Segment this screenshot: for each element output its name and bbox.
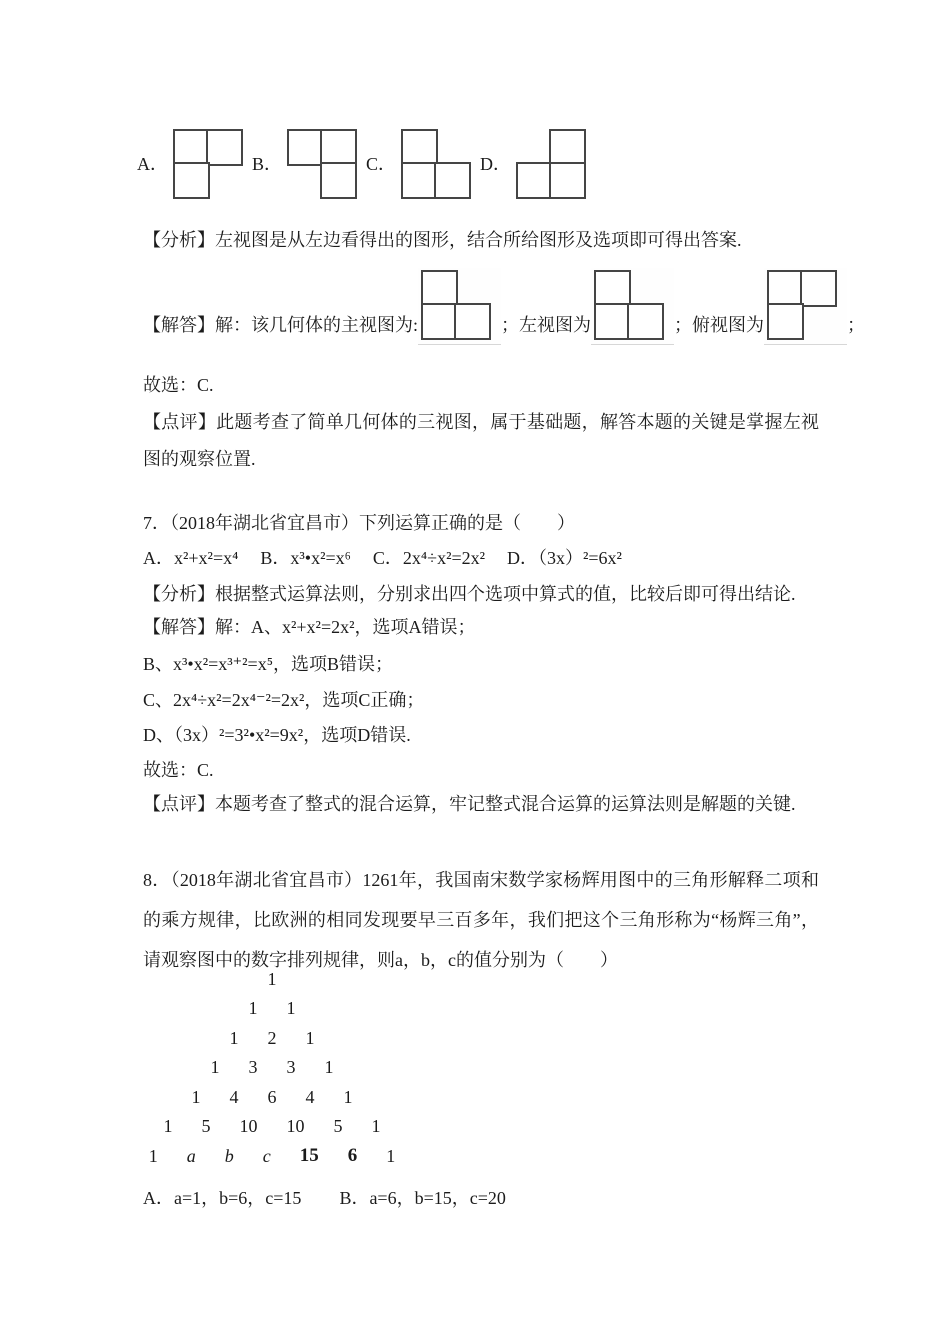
triangle-row-3 (130, 1023, 414, 1053)
q7-step-c: C、2x⁴÷x²=2x⁴⁻²=2x²，选项C正确； (143, 690, 425, 710)
q6-option-d-label: D． (480, 153, 512, 174)
tromino-cell (173, 129, 210, 166)
triangle-row-2 (130, 994, 414, 1024)
tromino-cell (800, 270, 837, 307)
triangle-cell: 1 (229, 1027, 239, 1048)
tromino-cell (594, 270, 631, 307)
tromino-cell (767, 303, 804, 340)
q7-option-a: A．x²+x²=x⁴ (143, 548, 239, 568)
q7-step-b: B、x³•x²=x³⁺²=x⁵，选项B错误； (143, 654, 393, 674)
q7-option-c: C．2x⁴÷x²=2x² (372, 548, 486, 568)
triangle-cell: 2 (267, 1027, 277, 1048)
q7-analysis-text: 【分析】根据整式运算法则，分别求出四个选项中算式的值，比较后即可得出结论. (143, 584, 796, 604)
q8-option-a: A．a=1，b=6，c=15 (143, 1188, 302, 1208)
tromino-cell (320, 129, 357, 166)
triangle-cell: 5 (201, 1116, 211, 1137)
tromino-cell (767, 270, 804, 307)
q6-conclusion-text: 故选：C. (143, 375, 214, 395)
triangle-cell: 4 (229, 1086, 239, 1107)
q7-title: 7．（2018年湖北省宜昌市）下列运算正确的是（ ） (143, 513, 575, 533)
q7-options-row (143, 546, 622, 570)
q6-option-b-shape (287, 129, 357, 199)
tromino-cell (434, 162, 471, 199)
front-view-figure (418, 268, 501, 345)
triangle-cell: 4 (305, 1086, 315, 1107)
q7-comment-text: 【点评】本题考查了整式的混合运算，牢记整式混合运算的运算法则是解题的关键. (143, 794, 796, 814)
tromino-cell (594, 303, 631, 340)
q7-step-d: D、（3x）²=3²•x²=9x²，选项D错误. (143, 725, 411, 745)
q8-options-row (143, 1186, 506, 1210)
front-view-shape (421, 270, 491, 340)
q6-solution-mid2: ；俯视图为 (674, 314, 764, 335)
tromino-cell (287, 129, 324, 166)
top-view-shape (767, 270, 837, 340)
q6-comment-text: 【点评】此题考查了简单几何体的三视图，属于基础题，解答本题的关键是掌握左视图的观察位置. (143, 412, 819, 469)
q7-step-a: 【解答】解：A、x²+x²=2x²，选项A错误； (143, 617, 476, 637)
q8-question-text: 8．（2018年湖北省宜昌市）1261年，我国南宋数学家杨辉用图中的三角形解释二项和的乘方规律，比欧洲的相同发现要早三百多年，我们把这个三角形称为“杨辉三角”，请观察图中的数字排列规律，则a，b，c的值分别为（ ） (143, 870, 819, 970)
q6-option-d (480, 129, 586, 199)
triangle-cell: 15 (299, 1144, 319, 1166)
tromino-cell (421, 270, 458, 307)
q6-option-a-label: A． (137, 153, 168, 174)
triangle-cell: 1 (210, 1057, 220, 1078)
q7-option-b: B．x³•x²=x⁶ (260, 548, 351, 568)
triangle-row-6 (130, 1112, 414, 1142)
tromino-cell (549, 162, 586, 199)
q6-option-c-label: C． (366, 153, 397, 174)
triangle-cell: 1 (163, 1116, 173, 1137)
triangle-cell-b: b (224, 1145, 234, 1166)
triangle-cell: 1 (148, 1145, 158, 1166)
q6-option-c-shape (401, 129, 471, 199)
q6-option-d-shape (516, 129, 586, 199)
q6-option-b (252, 129, 357, 199)
triangle-row-4 (130, 1053, 414, 1083)
triangle-cell: 1 (371, 1116, 381, 1137)
q6-solution-prefix: 【解答】解：该几何体的主视图为: (143, 314, 418, 335)
left-view-figure (591, 268, 674, 345)
q6-option-c (366, 129, 471, 199)
q6-solution-row (143, 268, 865, 345)
tromino-cell (549, 129, 586, 166)
q6-solution-mid1: ；左视图为 (501, 314, 591, 335)
triangle-cell: 1 (324, 1057, 334, 1078)
triangle-cell: 5 (333, 1116, 343, 1137)
triangle-cell: 3 (248, 1057, 258, 1078)
left-view-shape (594, 270, 664, 340)
tromino-cell (421, 303, 458, 340)
tromino-cell (627, 303, 664, 340)
q6-option-b-label: B． (252, 153, 283, 174)
q7-option-d: D．（3x）²=6x² (507, 548, 622, 568)
tromino-cell (454, 303, 491, 340)
top-view-figure (764, 268, 847, 345)
tromino-cell (206, 129, 243, 166)
triangle-cell: 1 (267, 968, 277, 989)
triangle-cell: 1 (305, 1027, 315, 1048)
tromino-cell (173, 162, 210, 199)
triangle-cell-a: a (186, 1145, 196, 1166)
triangle-cell-c: c (262, 1145, 271, 1166)
triangle-cell: 1 (191, 1086, 201, 1107)
pascal-triangle (130, 964, 414, 1171)
triangle-cell: 6 (347, 1144, 358, 1166)
q6-option-a (137, 129, 243, 199)
triangle-cell: 6 (267, 1086, 277, 1107)
triangle-row-1 (130, 964, 414, 994)
q6-analysis-text: 【分析】左视图是从左边看得出的图形，结合所给图形及选项即可得出答案. (143, 230, 742, 250)
triangle-row-7 (130, 1141, 414, 1171)
tromino-cell (320, 162, 357, 199)
q6-option-a-shape (173, 129, 243, 199)
triangle-cell: 1 (386, 1145, 396, 1166)
tromino-cell (401, 162, 438, 199)
q7-conclusion-text: 故选：C. (143, 760, 214, 780)
tromino-cell (401, 129, 438, 166)
q6-options-row (137, 129, 595, 199)
q8-option-b: B．a=6，b=15，c=20 (339, 1188, 506, 1208)
triangle-cell: 3 (286, 1057, 296, 1078)
triangle-row-5 (130, 1082, 414, 1112)
tromino-cell (516, 162, 553, 199)
triangle-cell: 1 (286, 998, 296, 1019)
triangle-cell: 10 (239, 1116, 258, 1137)
triangle-cell: 1 (343, 1086, 353, 1107)
q6-solution-suffix: ； (847, 314, 865, 335)
triangle-cell: 10 (286, 1116, 305, 1137)
triangle-cell: 1 (248, 998, 258, 1019)
